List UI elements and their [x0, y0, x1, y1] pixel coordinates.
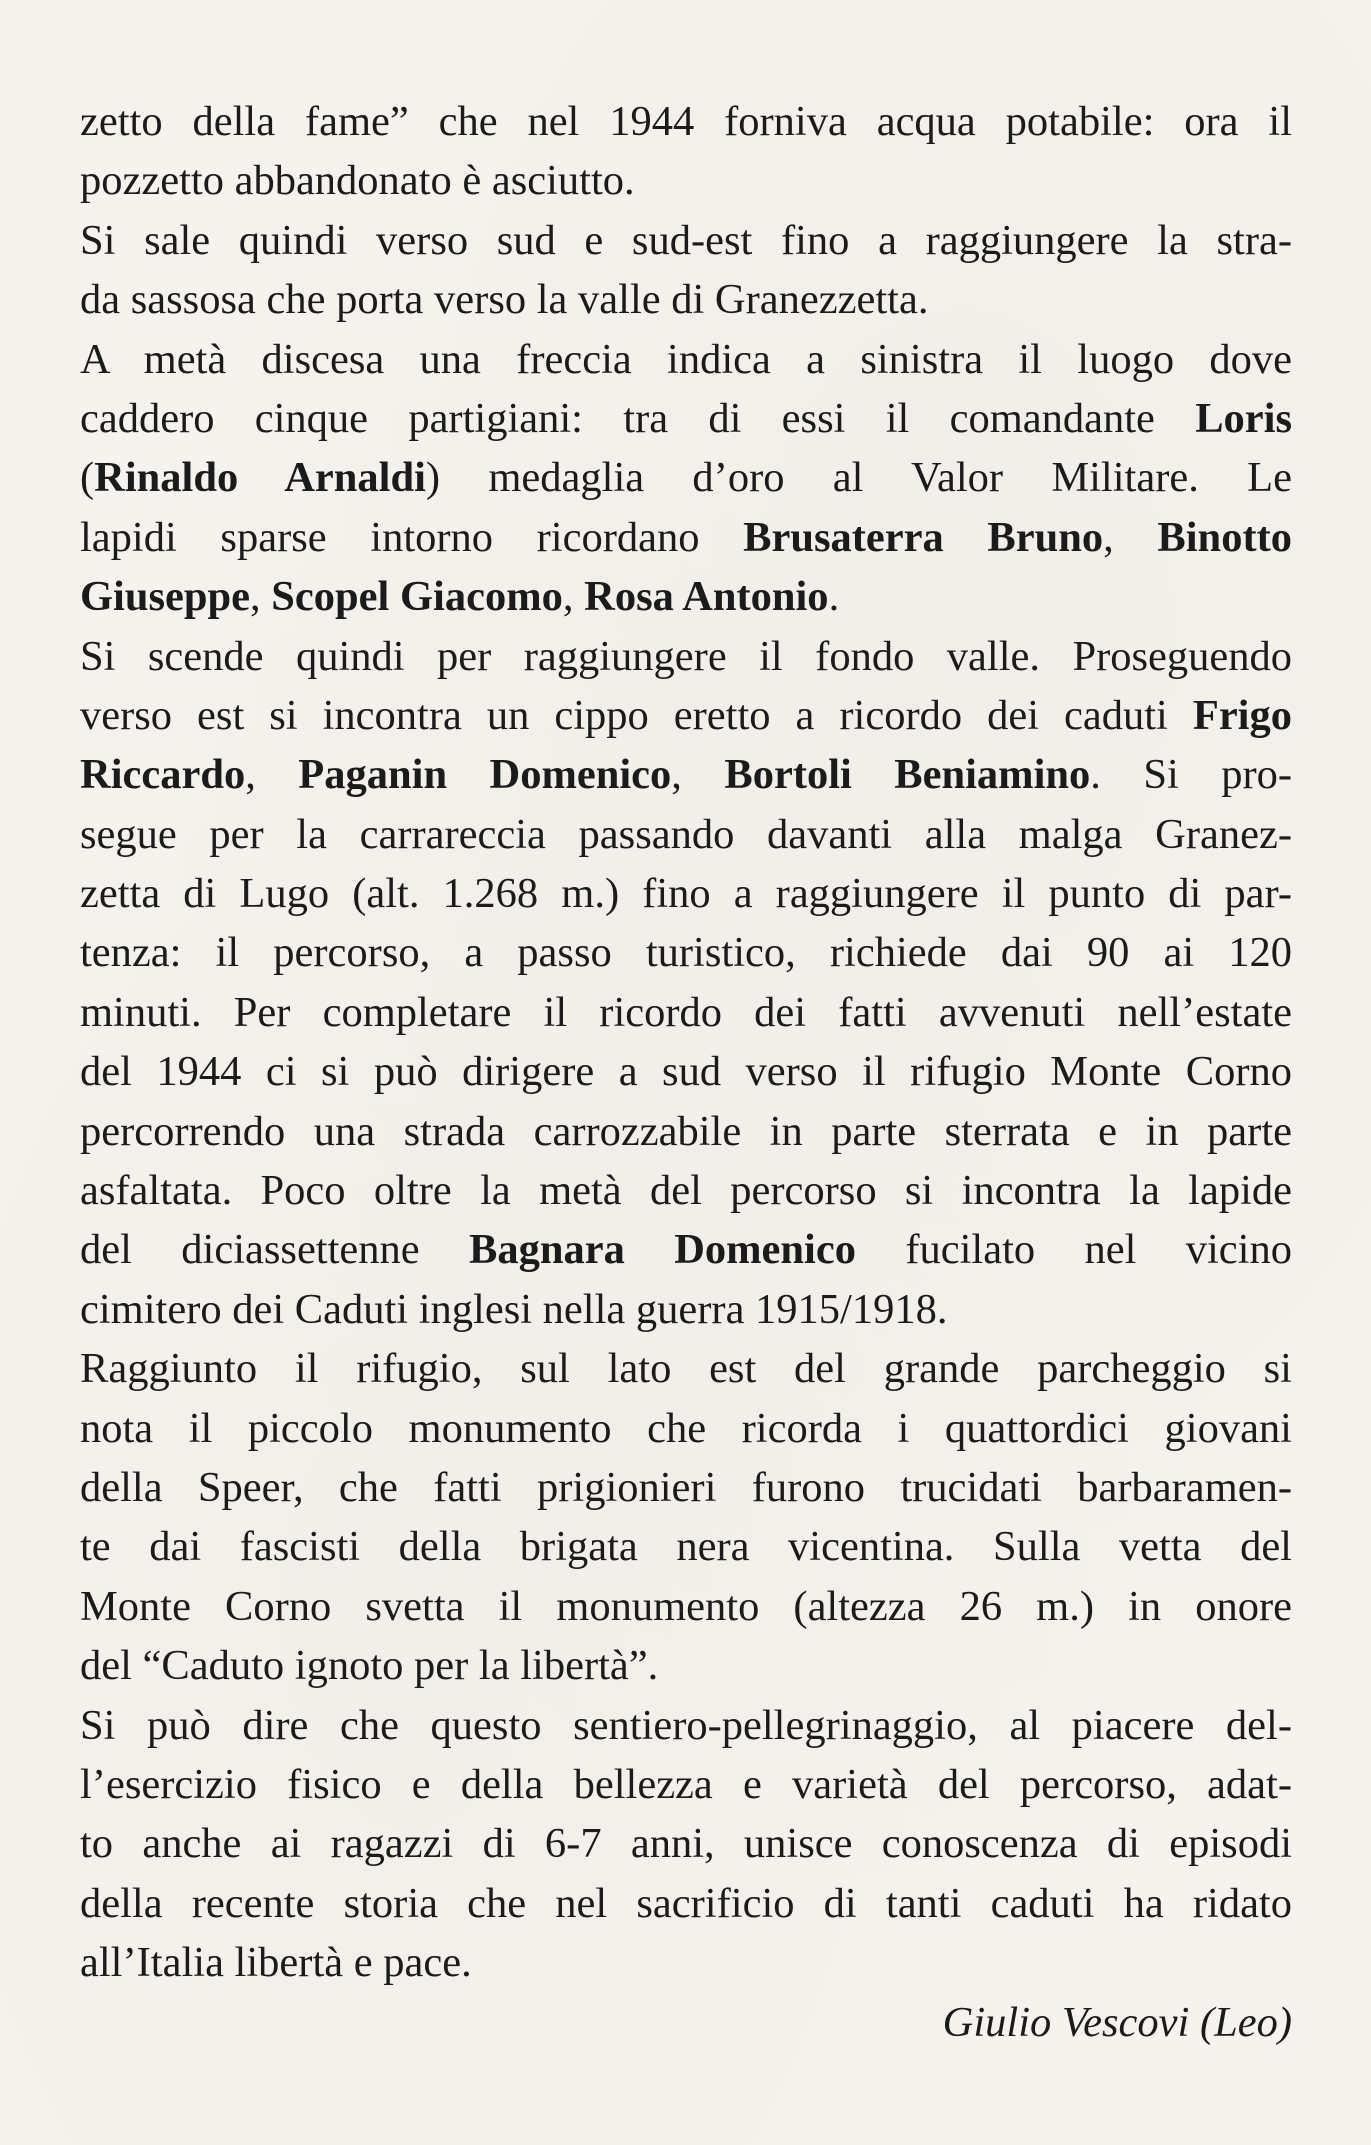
- text-run: zetto della fame” che nel 1944 forniva acqua potabile: ora il: [80, 98, 1292, 145]
- text-run: ,: [250, 573, 272, 621]
- text-line: [80, 448, 1292, 507]
- text-line: [80, 1161, 1292, 1220]
- text-run: del diciassettenne: [80, 1226, 469, 1274]
- bold-name: Rinaldo Arnaldi: [94, 454, 426, 502]
- text-line: [80, 567, 1292, 626]
- text-run: Monte Corno svetta il monumento (altezza 26 m.) in onore: [80, 1582, 1292, 1630]
- text-line: [80, 805, 1292, 864]
- text-line: [80, 1577, 1292, 1636]
- text-run: to anche ai ragazzi di 6-7 anni, unisce conoscenza di episodi: [80, 1820, 1292, 1868]
- text-run: nota il piccolo monumento che ricorda i quattordici giovani: [80, 1404, 1292, 1452]
- text-run: della Speer, che fatti prigionieri furono trucidati barbaramen-: [80, 1463, 1292, 1511]
- text-run: ,: [245, 751, 299, 799]
- bold-name: Rosa Antonio: [584, 573, 829, 621]
- text-line: [80, 627, 1292, 686]
- text-run: cimitero dei Caduti inglesi nella guerra 1915/1918.: [80, 1285, 948, 1333]
- text-line: [80, 1636, 1292, 1695]
- body-text: [80, 92, 1292, 2052]
- text-line: [80, 1755, 1292, 1814]
- text-line: [80, 1220, 1292, 1279]
- text-run: Raggiunto il rifugio, sul lato est del grande parcheggio si: [80, 1345, 1292, 1393]
- text-run: ) medaglia d’oro al Valor Militare. Le: [425, 454, 1292, 502]
- text-line: [80, 211, 1292, 270]
- text-line: [80, 923, 1292, 982]
- text-run: .: [828, 573, 840, 621]
- bold-name: Giuseppe: [80, 573, 251, 621]
- bold-name: Riccardo: [80, 751, 246, 799]
- text-run: pozzetto abbandonato è asciutto.: [80, 157, 635, 205]
- text-run: ,: [1103, 513, 1158, 561]
- text-run: A metà discesa una freccia indica a sinistra il luogo dove: [80, 335, 1292, 383]
- bold-name: Bortoli Beniamino: [724, 751, 1091, 799]
- text-run: verso est si incontra un cippo eretto a ricordo dei caduti: [80, 691, 1193, 739]
- text-run: all’Italia libertà e pace.: [80, 1939, 472, 1987]
- text-run: ,: [671, 751, 725, 799]
- text-run: ,: [562, 573, 585, 621]
- text-run: zetta di Lugo (alt. 1.268 m.) fino a raggiungere il punto di par-: [80, 870, 1292, 918]
- text-line: [80, 92, 1292, 151]
- text-run: caddero cinque partigiani: tra di essi il comandante: [80, 394, 1196, 442]
- text-run: l’esercizio fisico e della bellezza e varietà del percorso, adat-: [80, 1760, 1292, 1808]
- text-run: segue per la carrareccia passando davanti alla malga Granez-: [80, 810, 1292, 858]
- text-line: [80, 1280, 1292, 1339]
- text-run: della recente storia che nel sacrificio di tanti caduti ha ridato: [80, 1879, 1292, 1927]
- text-run: minuti. Per completare il ricordo dei fatti avvenuti nell’estate: [80, 988, 1292, 1036]
- text-line: [80, 330, 1292, 389]
- text-run: Si scende quindi per raggiungere il fondo valle. Proseguendo: [80, 632, 1292, 680]
- text-run: da sassosa che porta verso la valle di Granezzetta.: [80, 276, 929, 324]
- text-line: [80, 1874, 1292, 1933]
- text-line: [80, 270, 1292, 329]
- bold-name: Frigo: [1192, 691, 1292, 739]
- text-run: Si può dire che questo sentiero-pellegrinaggio, al piacere del-: [80, 1701, 1292, 1749]
- text-run: (: [80, 454, 95, 502]
- bold-name: Loris: [1195, 394, 1292, 442]
- text-run: fucilato nel vicino: [855, 1226, 1292, 1274]
- text-run: asfaltata. Poco oltre la metà del percorso si incontra la lapide: [80, 1167, 1292, 1215]
- signature: Giulio Vescovi (Leo): [942, 1998, 1292, 2046]
- text-run: del “Caduto ignoto per la libertà”.: [80, 1642, 659, 1690]
- text-line: [80, 508, 1292, 567]
- text-run: Si sale quindi verso sud e sud-est fino a raggiungere la stra-: [80, 216, 1292, 264]
- text-run: lapidi sparse intorno ricordano: [80, 513, 744, 561]
- text-run: tenza: il percorso, a passo turistico, richiede dai 90 ai 120: [80, 929, 1292, 977]
- text-line: [80, 1814, 1292, 1873]
- bold-name: Brusaterra Bruno: [743, 513, 1104, 561]
- text-run: percorrendo una strada carrozzabile in parte sterrata e in parte: [80, 1107, 1292, 1155]
- text-line: [80, 1399, 1292, 1458]
- text-line: [80, 1339, 1292, 1398]
- text-line: [80, 864, 1292, 923]
- bold-name: Paganin Domenico: [298, 751, 672, 799]
- text-run: del 1944 ci si può dirigere a sud verso il rifugio Monte Corno: [80, 1048, 1292, 1096]
- text-line: [80, 686, 1292, 745]
- bold-name: Binotto: [1157, 513, 1292, 561]
- bold-name: Bagnara Domenico: [469, 1226, 856, 1274]
- text-line: [80, 1696, 1292, 1755]
- text-line: [80, 1042, 1292, 1101]
- text-line: [80, 1102, 1292, 1161]
- text-line: [80, 1517, 1292, 1576]
- text-line: [80, 389, 1292, 448]
- text-line: [80, 151, 1292, 210]
- text-line: [80, 745, 1292, 804]
- text-line: [80, 1458, 1292, 1517]
- bold-name: Scopel Giacomo: [271, 573, 563, 621]
- text-line: [80, 983, 1292, 1042]
- text-run: . Si pro-: [1090, 751, 1292, 799]
- text-line: [80, 1933, 1292, 1992]
- text-run: te dai fascisti della brigata nera vicentina. Sulla vetta del: [80, 1523, 1292, 1571]
